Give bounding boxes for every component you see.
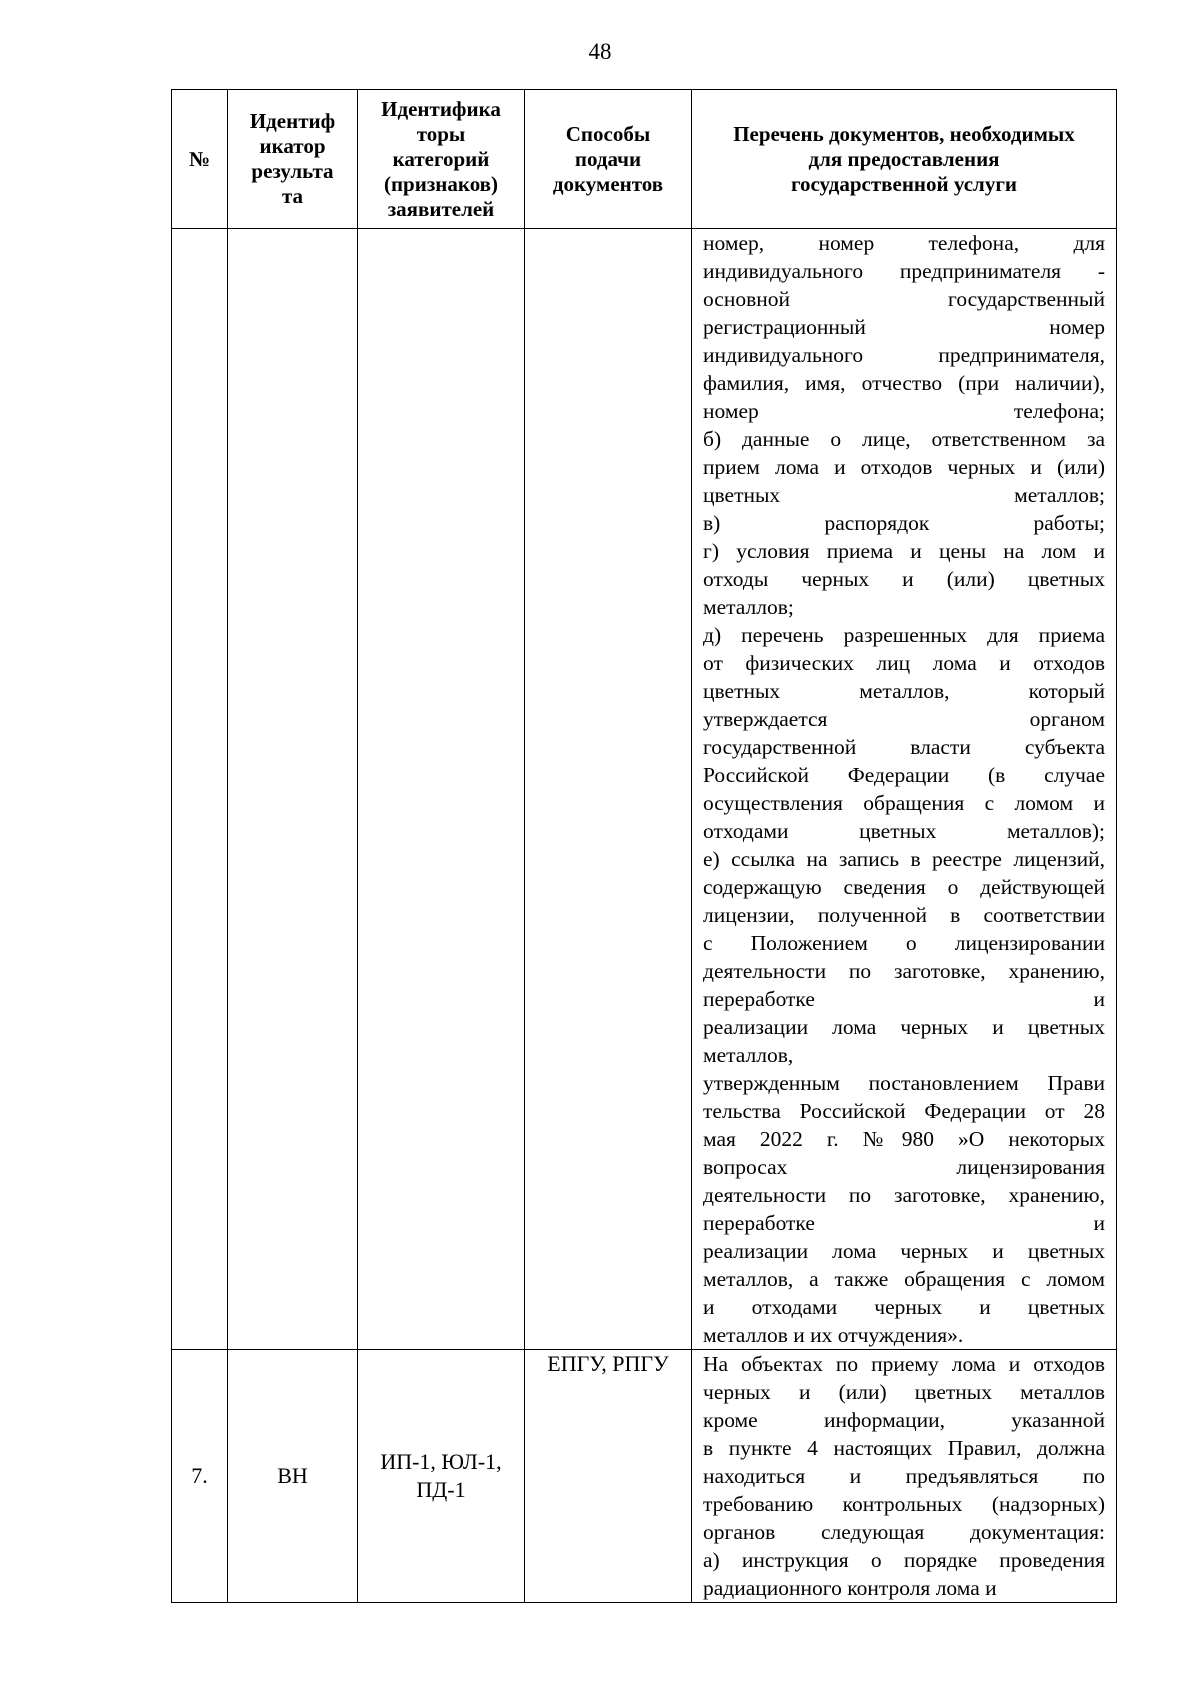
document-text-line: фамилия, имя, отчество (при наличии), [703,371,1105,395]
document-text-line: органов следующая документация: [703,1520,1105,1544]
header-categories-line: Идентифика [381,96,501,121]
document-text-line: индивидуального предпринимателя, [703,343,1105,367]
row1-num-cell [172,229,228,1350]
header-identifier-line: Идентиф [249,109,336,133]
document-text-line: номер телефона; [703,399,1105,423]
header-no [172,90,228,229]
document-text-line: находиться и предъявляться по [703,1464,1105,1488]
document-text-line: тельства Российской Федерации от 28 [703,1099,1105,1123]
document-text-line: деятельности по заготовке, хранению, [703,1183,1105,1207]
row2-categories [358,1350,525,1603]
page-number: 48 [588,39,612,64]
header-categories-line: торы [416,121,466,146]
document-text-line: металлов и их отчуждения». [703,1323,964,1347]
document-text-line: кроме информации, указанной [703,1408,1105,1432]
document-text-line: черных и (или) цветных металлов [703,1380,1105,1404]
document-text-line: и отходами черных и цветных [703,1295,1105,1319]
document-text-line: металлов, а также обращения с ломом [703,1267,1105,1291]
document-text-line: отходы черных и (или) цветных [703,567,1105,591]
document-text-line: цветных металлов; [703,483,1105,507]
row1-documents-cell [692,229,1117,1350]
document-text-line: переработке и [703,1211,1105,1235]
document-text-line: цветных металлов, который [703,679,1105,703]
document-text-line: утвержденным постановлением Прави [703,1071,1105,1095]
document-text-line: утверждается органом [703,707,1105,731]
row2-documents-cell [692,1350,1117,1603]
header-methods-line: подачи [574,146,642,171]
header-categories-line: (признаков) [383,171,499,196]
document-text-line: радиационного контроля лома и [703,1576,997,1600]
document-text-line: осуществления обращения с ломом и [703,791,1105,815]
document-text-line: деятельности по заготовке, хранению, [703,959,1105,983]
header-identifier-line: икатор [259,134,326,158]
row2-code: ВН [228,1350,358,1603]
row2-category-line: ПД-1 [416,1477,466,1502]
document-text-line: Российской Федерации (в случае [703,763,1105,787]
row1-documents-text [692,229,1116,1349]
header-documents-line: Перечень документов, необходимых [733,121,1075,146]
row2-method: ЕПГУ, РПГУ [525,1350,692,1603]
document-text-line: с Положением о лицензировании [703,931,1105,955]
document-text-line: г) условия приема и цены на лом и [703,539,1105,563]
document-text-line: д) перечень разрешенных для приема [703,623,1105,647]
document-text-line: реализации лома черных и цветных [703,1239,1105,1263]
row2-documents-text [692,1350,1116,1602]
document-text-line: государственной власти субъекта [703,735,1105,759]
document-text-line: реализации лома черных и цветных [703,1015,1105,1039]
header-documents-line: для предоставления [808,146,1000,171]
document-text-line: металлов; [703,595,794,619]
document-text-line: отходами цветных металлов); [703,819,1105,843]
document-text-line: вопросах лицензирования [703,1155,1105,1179]
document-text-line: в) распорядок работы; [703,511,1105,535]
document-text-line: б) данные о лице, ответственном за [703,427,1105,451]
document-text-line: прием лома и отходов черных и (или) [703,455,1105,479]
row1-code-cell [228,229,358,1350]
document-text-line: в пункте 4 настоящих Правил, должна [703,1436,1105,1460]
header-methods [525,90,692,229]
document-text-line: основной государственный [703,287,1105,311]
document-text-line: индивидуального предпринимателя - [703,259,1105,283]
document-text-line: лицензии, полученной в соответствии [703,903,1105,927]
document-text-line: а) инструкция о порядке проведения [703,1548,1105,1572]
document-text-line: требованию контрольных (надзорных) [703,1492,1105,1516]
document-text-line: На объектах по приему лома и отходов [703,1352,1105,1376]
row1-categories-cell [358,229,525,1350]
table-row [172,229,1117,1350]
row1-method-cell [525,229,692,1350]
header-methods-line: документов [552,171,664,196]
header-identifier-line: результа [251,159,334,183]
services-table [171,89,1117,1603]
document-text-line: содержащую сведения о действующей [703,875,1105,899]
document-text-line: регистрационный номер [703,315,1105,339]
document-text-line: е) ссылка на запись в реестре лицензий, [703,847,1105,871]
table-header-row [172,90,1117,229]
document-text-line: переработке и [703,987,1105,1011]
document-text-line: металлов, [703,1043,794,1067]
row2-num: 7. [172,1350,228,1603]
header-identifier [228,90,358,229]
table-row [172,1350,1117,1603]
document-text-line: от физических лиц лома и отходов [703,651,1105,675]
header-categories-line: категорий [392,146,490,171]
header-documents-line: государственной услуги [791,171,1017,196]
document-text-line: номер, номер телефона, для [703,231,1105,255]
header-categories [358,90,525,229]
header-identifier-line: та [281,184,304,208]
header-methods-line: Способы [565,121,651,146]
row2-category-line: ИП-1, ЮЛ-1, [380,1449,502,1474]
document-text-line: мая 2022 г. №980 »О некоторых [703,1127,1105,1151]
header-documents [692,90,1117,229]
header-no-label: № [188,146,211,171]
header-categories-line: заявителей [387,196,495,221]
